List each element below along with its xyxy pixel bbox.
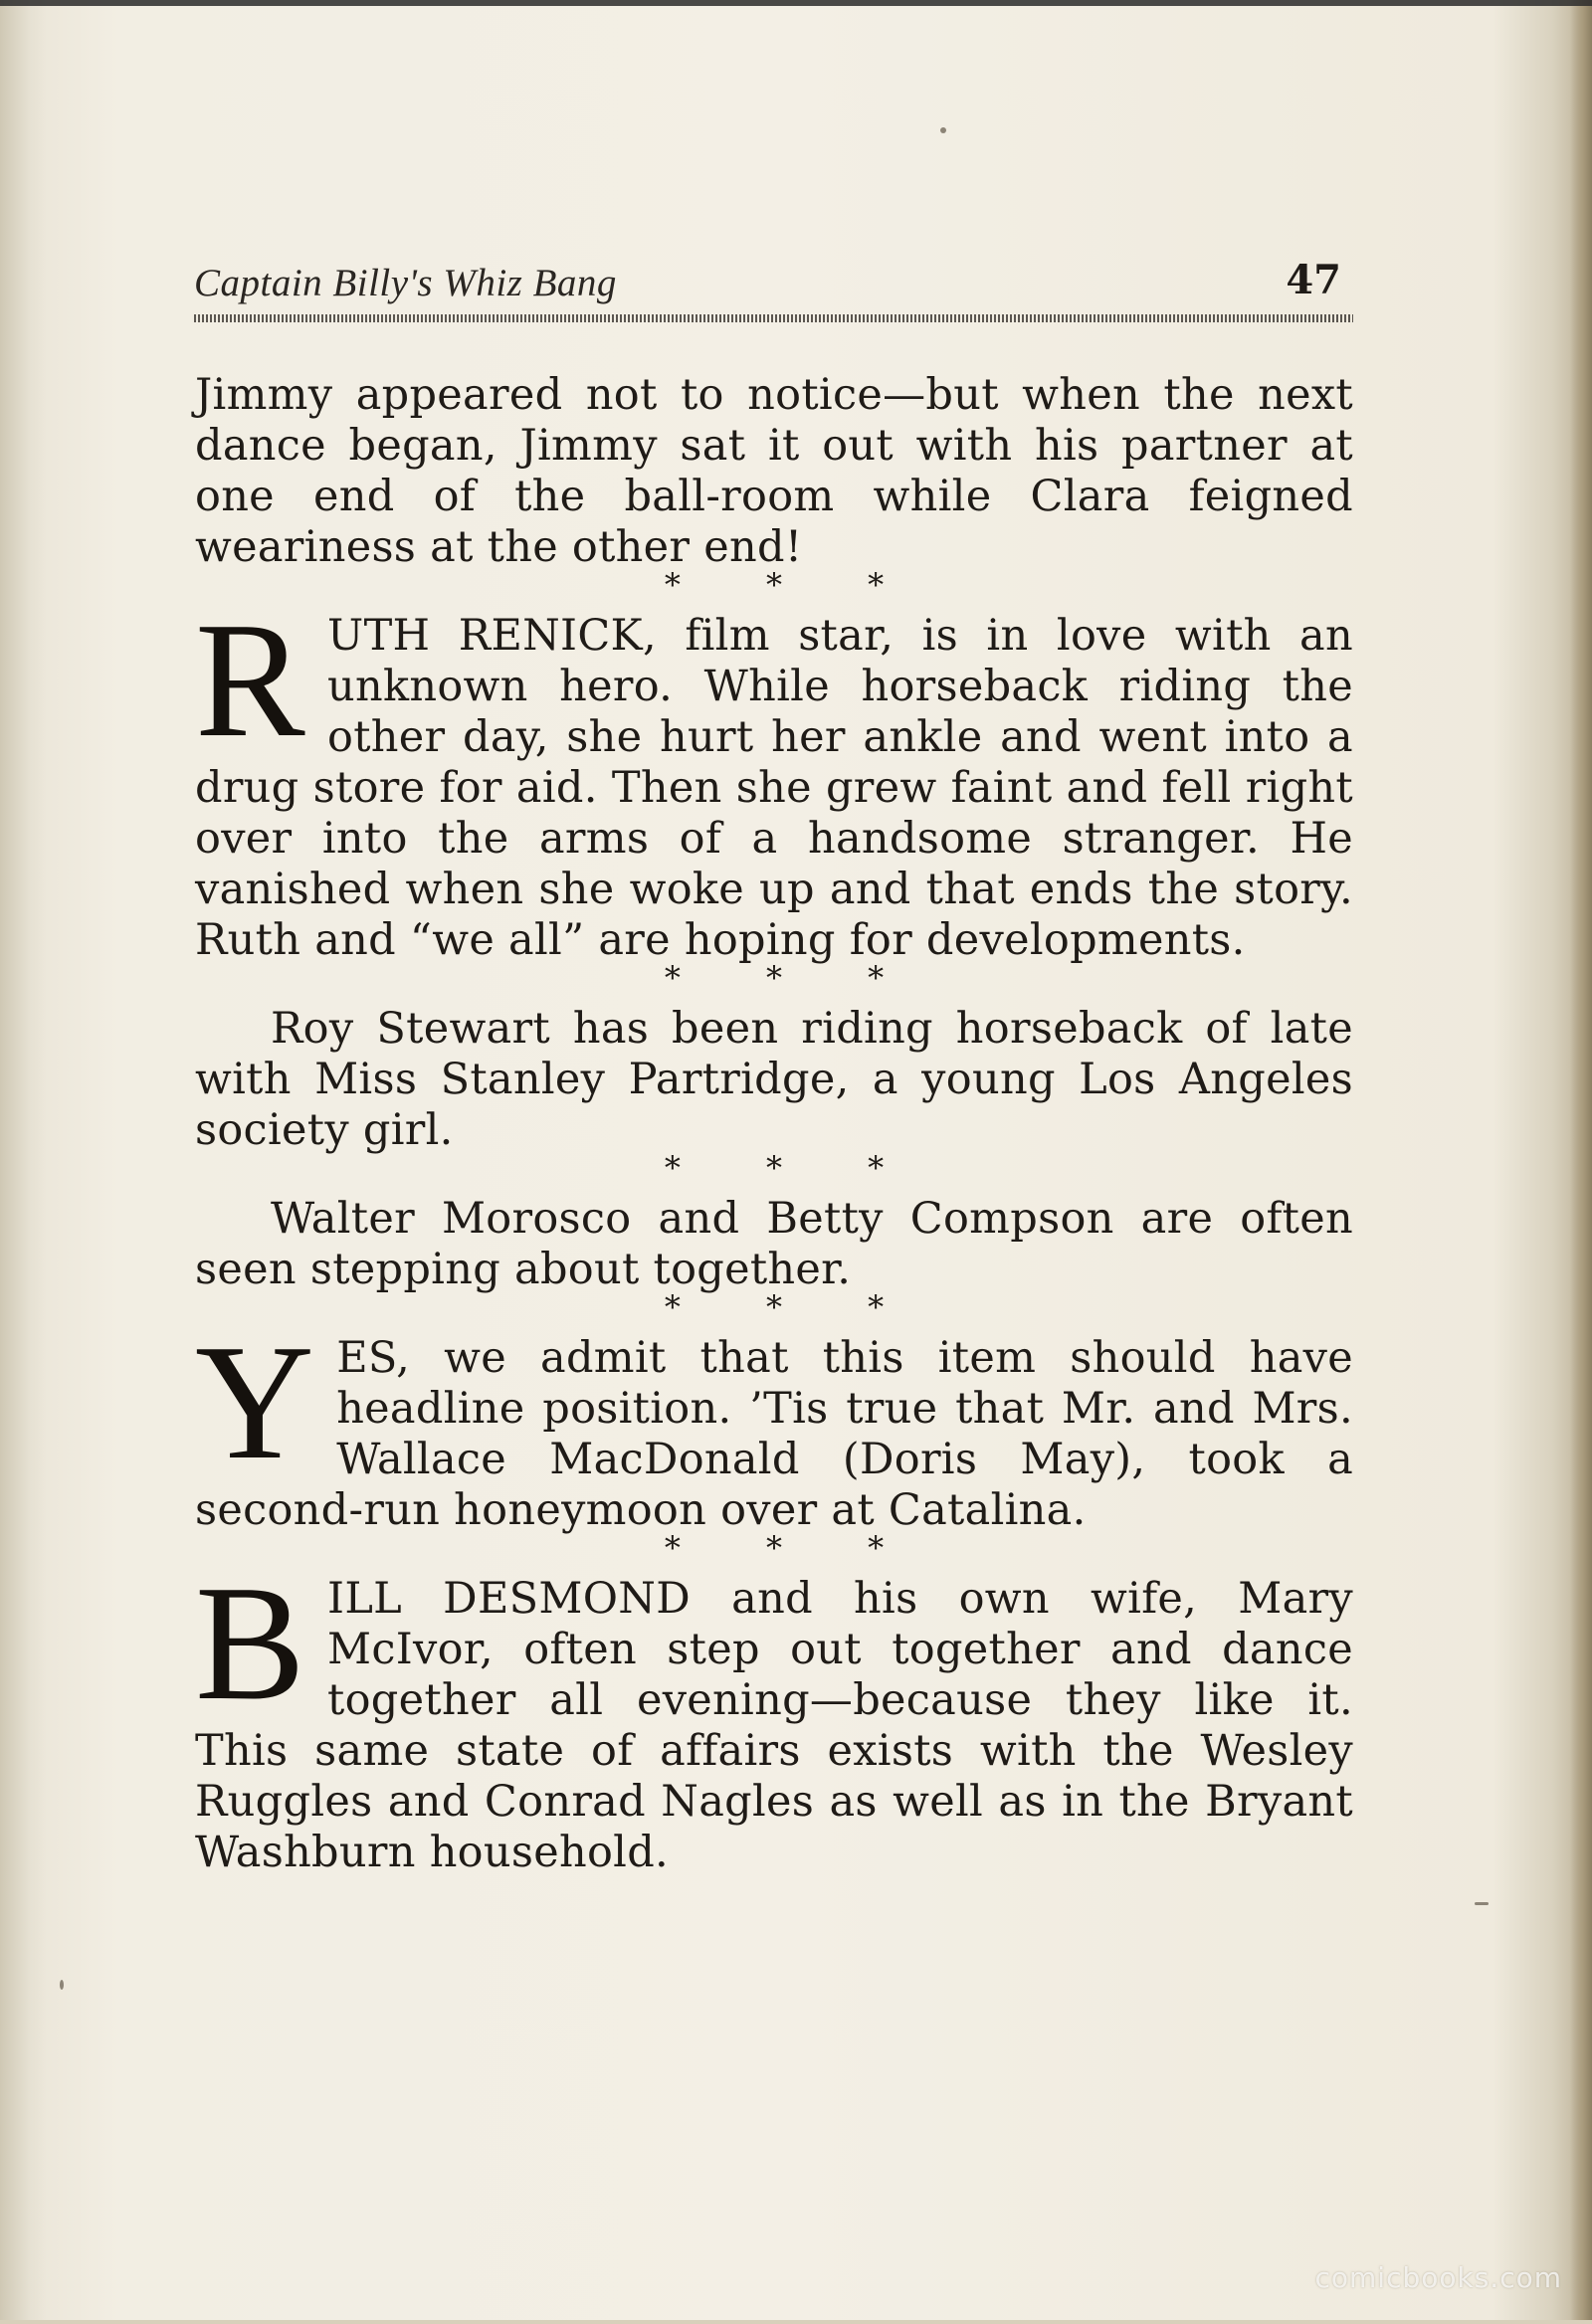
lead-words: UTH RENICK, <box>327 611 657 661</box>
separator-stars: * * * <box>664 1149 922 1187</box>
page-top-edge <box>0 0 1592 6</box>
lead-words: ILL DESMOND <box>327 1574 691 1624</box>
separator-stars: * * * <box>664 1288 922 1326</box>
running-title: Captain Billy's Whiz Bang <box>194 262 617 304</box>
article-body <box>195 370 1353 1878</box>
paper-speck <box>940 127 946 133</box>
site-watermark: comicbooks.com <box>1314 2261 1562 2294</box>
drop-cap-letter: B <box>195 1551 306 1734</box>
paragraph-ruth <box>195 588 1353 966</box>
drop-cap-letter: Y <box>195 1310 315 1493</box>
header-rule <box>194 314 1353 322</box>
separator-stars: * * * <box>664 566 922 604</box>
paragraph-yes <box>195 1310 1353 1536</box>
paragraph-bill <box>195 1551 1353 1878</box>
paragraph-text: we admit that this item should have headline position. ’Tis true that Mr. and Mrs. Wallace MacDonald (Doris May), took a second-run honeymoon over at Catalina. <box>195 1333 1353 1535</box>
paragraph-roy: Roy Stewart has been riding horseback of late with Miss Stanley Partridge, a young Los Angeles society girl. <box>195 1004 1353 1155</box>
drop-cap-letter: R <box>195 588 306 771</box>
paper-speck <box>60 1980 64 1990</box>
paragraph-jimmy: Jimmy appeared not to notice—but when the next dance began, Jimmy sat it out with his partner at one end of the ball-room while Clara feigned weariness at the other end! <box>195 370 1353 572</box>
paragraph-walter: Walter Morosco and Betty Compson are often seen stepping about together. <box>195 1194 1353 1294</box>
page-edge-shadow <box>1570 0 1592 2324</box>
page-spine-shadow <box>0 0 46 2324</box>
separator-stars: * * * <box>664 959 922 997</box>
separator-stars: * * * <box>664 1529 922 1567</box>
page-number: 47 <box>1286 257 1341 303</box>
lead-words: ES, <box>336 1333 411 1383</box>
paragraph-text: and his own wife, Mary McIvor, often step out together and dance together all evening—because they like it. This same state of affairs exists with the Wesley Ruggles and Conrad Nagles as well as in the Bryant Washburn household. <box>195 1574 1353 1877</box>
paper-speck <box>1475 1902 1489 1905</box>
running-header <box>194 257 1353 320</box>
paragraph-text: film star, is in love with an unknown hero. While horseback riding the other day, she hurt her ankle and went into a drug store for aid. Then she grew faint and fell right over into the arms of a handsome stranger. He vanished when she woke up and that ends the story. Ruth and “we all” are hoping for developments. <box>195 611 1353 965</box>
page-bottom-edge <box>0 2320 1592 2324</box>
